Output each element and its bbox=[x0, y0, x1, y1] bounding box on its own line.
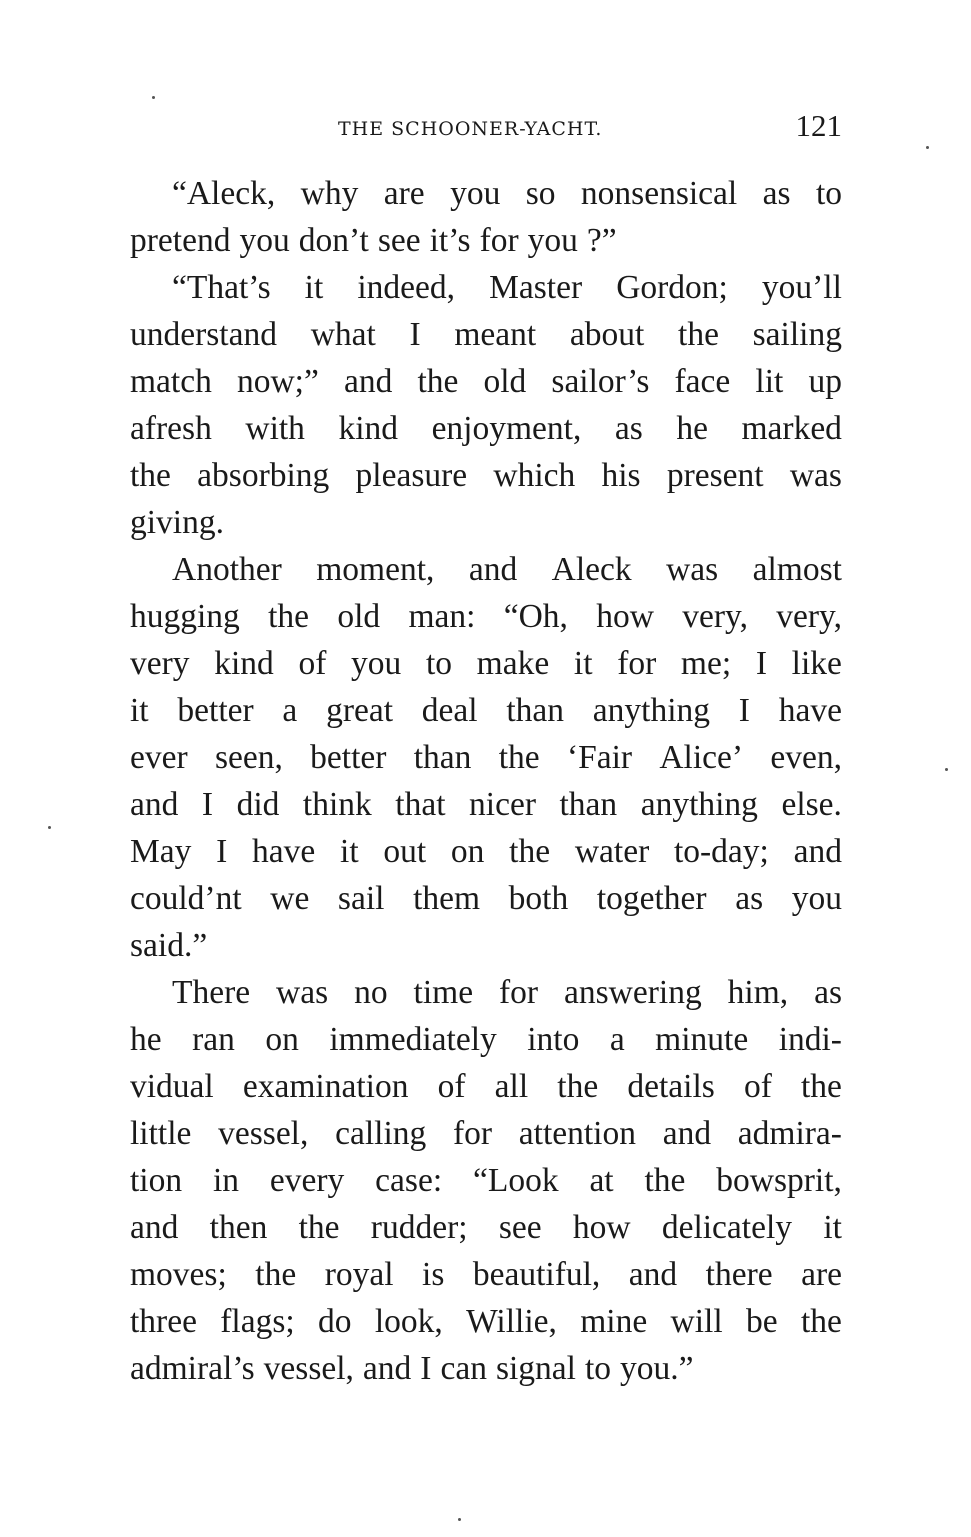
word: time bbox=[413, 974, 474, 1011]
word: and bbox=[468, 551, 518, 588]
word: I bbox=[216, 833, 228, 870]
word: it bbox=[304, 269, 324, 306]
word: afresh bbox=[130, 410, 212, 447]
word: he bbox=[130, 1021, 162, 1058]
word: with bbox=[245, 410, 305, 447]
word: old bbox=[337, 598, 381, 635]
text-line bbox=[130, 405, 842, 452]
word: very bbox=[130, 645, 190, 682]
word: the bbox=[130, 457, 171, 494]
text-line bbox=[130, 358, 842, 405]
scan-speck bbox=[945, 768, 948, 771]
word: I bbox=[420, 1350, 432, 1387]
scan-speck bbox=[458, 1518, 461, 1521]
word: the bbox=[509, 833, 551, 870]
word: absorbing bbox=[197, 457, 330, 494]
word: was bbox=[666, 551, 719, 588]
word: I bbox=[738, 692, 750, 729]
word: as bbox=[614, 410, 643, 447]
word: vessel, bbox=[218, 1115, 309, 1152]
word: understand bbox=[130, 316, 277, 353]
text-line bbox=[130, 1204, 842, 1251]
word: see bbox=[498, 1209, 542, 1246]
word: was bbox=[789, 457, 842, 494]
word: seen, bbox=[214, 739, 283, 776]
word: you’ll bbox=[761, 269, 842, 306]
text-line bbox=[130, 1063, 842, 1110]
text-line bbox=[130, 452, 842, 499]
word: it bbox=[823, 1209, 842, 1246]
text-line bbox=[130, 828, 842, 875]
word: sailor’s bbox=[551, 363, 650, 400]
word: be bbox=[746, 1303, 778, 1340]
word: to bbox=[584, 1350, 612, 1387]
word: all bbox=[494, 1068, 529, 1105]
text-line bbox=[130, 170, 842, 217]
page-number: 121 bbox=[795, 108, 842, 143]
word: great bbox=[326, 692, 394, 729]
word: I bbox=[201, 786, 214, 823]
word: enjoyment, bbox=[431, 410, 582, 447]
word: beautiful, bbox=[472, 1256, 601, 1293]
word: vessel, bbox=[263, 1350, 354, 1387]
word: signal bbox=[495, 1350, 576, 1387]
word: you bbox=[351, 645, 402, 682]
text-line bbox=[130, 546, 842, 593]
word: how bbox=[572, 1209, 631, 1246]
word: There bbox=[172, 974, 251, 1011]
word: “That’s bbox=[172, 269, 271, 306]
word: as bbox=[735, 880, 764, 917]
text-line bbox=[130, 875, 842, 922]
word: deal bbox=[421, 692, 478, 729]
word: then bbox=[209, 1209, 268, 1246]
word: immediately bbox=[329, 1021, 497, 1058]
text-line bbox=[130, 734, 842, 781]
text-line bbox=[130, 640, 842, 687]
word: vidual bbox=[130, 1068, 214, 1105]
word: lit bbox=[755, 363, 784, 400]
word: indi- bbox=[778, 1021, 842, 1058]
word: it bbox=[130, 692, 149, 729]
word: bowsprit, bbox=[716, 1162, 842, 1199]
word: do bbox=[318, 1303, 352, 1340]
text-line bbox=[130, 1298, 842, 1345]
word: to bbox=[425, 645, 452, 682]
word: moment, bbox=[316, 551, 435, 588]
word: Aleck bbox=[551, 551, 632, 588]
word: to bbox=[815, 175, 842, 212]
word: the bbox=[498, 739, 540, 776]
word: to-day; bbox=[673, 833, 769, 870]
word: now;” bbox=[236, 363, 319, 400]
word: him, bbox=[727, 974, 789, 1011]
word: have bbox=[252, 833, 316, 870]
word: why bbox=[300, 175, 359, 212]
text-line bbox=[130, 264, 842, 311]
word: the bbox=[557, 1068, 599, 1105]
word: indeed, bbox=[357, 269, 456, 306]
scan-speck bbox=[152, 96, 155, 99]
word: you bbox=[527, 222, 578, 259]
word: flags; bbox=[220, 1303, 295, 1340]
word: make bbox=[476, 645, 550, 682]
word: up bbox=[808, 363, 842, 400]
word: pleasure bbox=[355, 457, 468, 494]
text-line bbox=[130, 217, 842, 264]
word: “Look bbox=[472, 1162, 559, 1199]
word: sailing bbox=[752, 316, 842, 353]
word: pretend bbox=[130, 222, 231, 259]
word: very, bbox=[776, 598, 842, 635]
word: Willie, bbox=[466, 1303, 557, 1340]
word: out bbox=[383, 833, 427, 870]
text-line bbox=[130, 1110, 842, 1157]
word: face bbox=[674, 363, 731, 400]
word: and bbox=[628, 1256, 678, 1293]
word: and bbox=[793, 833, 842, 870]
word: “Aleck, bbox=[172, 175, 276, 212]
word: calling bbox=[335, 1115, 427, 1152]
word: was bbox=[276, 974, 329, 1011]
word: for bbox=[617, 645, 657, 682]
word: for bbox=[452, 1115, 493, 1152]
word: Alice’ bbox=[659, 739, 744, 776]
word: Master bbox=[489, 269, 583, 306]
word: is bbox=[422, 1256, 445, 1293]
word: man: bbox=[408, 598, 476, 635]
word: there bbox=[705, 1256, 773, 1293]
word: said.” bbox=[130, 927, 208, 964]
word: the bbox=[268, 598, 310, 635]
word: hugging bbox=[130, 598, 240, 635]
word: think bbox=[302, 786, 372, 823]
word: I bbox=[409, 316, 421, 353]
word: a bbox=[282, 692, 298, 729]
word: every bbox=[269, 1162, 345, 1199]
word: you bbox=[791, 880, 842, 917]
word: the bbox=[417, 363, 459, 400]
word: don’t bbox=[298, 222, 369, 259]
word: together bbox=[596, 880, 707, 917]
word: better bbox=[310, 739, 387, 776]
word: delicately bbox=[661, 1209, 793, 1246]
word: could’nt bbox=[130, 880, 242, 917]
word: kind bbox=[214, 645, 274, 682]
word: he bbox=[676, 410, 708, 447]
text-line bbox=[130, 593, 842, 640]
word: anything bbox=[640, 786, 758, 823]
word: we bbox=[270, 880, 310, 917]
word: nonsensical bbox=[580, 175, 738, 212]
word: that bbox=[395, 786, 446, 823]
word: have bbox=[778, 692, 842, 729]
word: are bbox=[801, 1256, 842, 1293]
word: details bbox=[627, 1068, 715, 1105]
running-title: THE SCHOONER-YACHT. bbox=[338, 118, 603, 140]
word: look, bbox=[374, 1303, 443, 1340]
word: sail bbox=[337, 880, 385, 917]
word: May bbox=[130, 833, 192, 870]
word: the bbox=[298, 1209, 340, 1246]
word: and bbox=[130, 1209, 179, 1246]
word: both bbox=[508, 880, 569, 917]
word: meant bbox=[454, 316, 537, 353]
word: which bbox=[493, 457, 576, 494]
word: even, bbox=[770, 739, 842, 776]
word: three bbox=[130, 1303, 197, 1340]
word: it’s bbox=[429, 222, 471, 259]
word: admiral’s bbox=[130, 1350, 255, 1387]
word: at bbox=[589, 1162, 614, 1199]
word: the bbox=[644, 1162, 686, 1199]
word: the bbox=[678, 316, 719, 353]
word: case: bbox=[375, 1162, 443, 1199]
word: the bbox=[801, 1068, 842, 1105]
word: you bbox=[239, 222, 290, 259]
word: better bbox=[177, 692, 254, 729]
text-line bbox=[130, 969, 842, 1016]
word: and bbox=[662, 1115, 712, 1152]
scan-speck bbox=[48, 826, 51, 829]
word: and bbox=[362, 1350, 412, 1387]
word: for bbox=[479, 222, 519, 259]
word: it bbox=[573, 645, 593, 682]
word: attention bbox=[518, 1115, 636, 1152]
word: anything bbox=[592, 692, 711, 729]
word: old bbox=[483, 363, 527, 400]
word: match bbox=[130, 363, 212, 400]
word: did bbox=[236, 786, 280, 823]
word: Another bbox=[172, 551, 282, 588]
word: very, bbox=[682, 598, 748, 635]
word: as bbox=[814, 974, 842, 1011]
word: no bbox=[354, 974, 388, 1011]
word: water bbox=[574, 833, 650, 870]
word: ever bbox=[130, 739, 188, 776]
word: like bbox=[791, 645, 842, 682]
page-header bbox=[130, 108, 842, 148]
word: on bbox=[265, 1021, 299, 1058]
word: giving. bbox=[130, 504, 224, 541]
word: moves; bbox=[130, 1256, 227, 1293]
word: mine bbox=[580, 1303, 648, 1340]
word: the bbox=[800, 1303, 842, 1340]
text-line bbox=[130, 311, 842, 358]
word: how bbox=[596, 598, 654, 635]
word: so bbox=[525, 175, 556, 212]
word: you bbox=[450, 175, 501, 212]
word: ‘Fair bbox=[566, 739, 633, 776]
word: for bbox=[499, 974, 539, 1011]
word: almost bbox=[752, 551, 842, 588]
word: little bbox=[130, 1115, 192, 1152]
word: I bbox=[755, 645, 767, 682]
word: kind bbox=[338, 410, 399, 447]
word: Gordon; bbox=[616, 269, 728, 306]
word: them bbox=[413, 880, 481, 917]
word: minute bbox=[655, 1021, 749, 1058]
word: “Oh, bbox=[503, 598, 568, 635]
word: can bbox=[440, 1350, 487, 1387]
body-text bbox=[130, 170, 842, 1392]
word: a bbox=[609, 1021, 625, 1058]
word: of bbox=[743, 1068, 772, 1105]
word: the bbox=[255, 1256, 297, 1293]
text-line bbox=[130, 1016, 842, 1063]
text-line bbox=[130, 499, 842, 546]
word: of bbox=[298, 645, 327, 682]
word: and bbox=[343, 363, 393, 400]
word: see bbox=[377, 222, 421, 259]
word: admira- bbox=[737, 1115, 842, 1152]
text-line bbox=[130, 687, 842, 734]
word: will bbox=[670, 1303, 723, 1340]
text-line bbox=[130, 1251, 842, 1298]
word: else. bbox=[781, 786, 842, 823]
word: in bbox=[212, 1162, 240, 1199]
word: nicer bbox=[469, 786, 536, 823]
word: on bbox=[450, 833, 485, 870]
word: royal bbox=[324, 1256, 394, 1293]
word: examination bbox=[242, 1068, 409, 1105]
word: are bbox=[383, 175, 425, 212]
word: present bbox=[666, 457, 764, 494]
word: than bbox=[506, 692, 565, 729]
word: answering bbox=[564, 974, 702, 1011]
text-line bbox=[130, 1157, 842, 1204]
word: of bbox=[437, 1068, 466, 1105]
word: rudder; bbox=[370, 1209, 468, 1246]
word: than bbox=[559, 786, 618, 823]
word: tion bbox=[130, 1162, 183, 1199]
text-line bbox=[130, 781, 842, 828]
word: about bbox=[569, 316, 645, 353]
word: what bbox=[310, 316, 376, 353]
word: into bbox=[527, 1021, 580, 1058]
word: than bbox=[413, 739, 472, 776]
word: ran bbox=[192, 1021, 235, 1058]
text-line bbox=[130, 1345, 842, 1392]
word: and bbox=[130, 786, 179, 823]
scan-speck bbox=[926, 146, 929, 149]
word: me; bbox=[680, 645, 732, 682]
word: as bbox=[762, 175, 791, 212]
word: ?” bbox=[586, 222, 617, 259]
text-line bbox=[130, 922, 842, 969]
word: it bbox=[340, 833, 359, 870]
word: his bbox=[601, 457, 641, 494]
word: marked bbox=[741, 410, 842, 447]
word: you.” bbox=[620, 1350, 694, 1387]
